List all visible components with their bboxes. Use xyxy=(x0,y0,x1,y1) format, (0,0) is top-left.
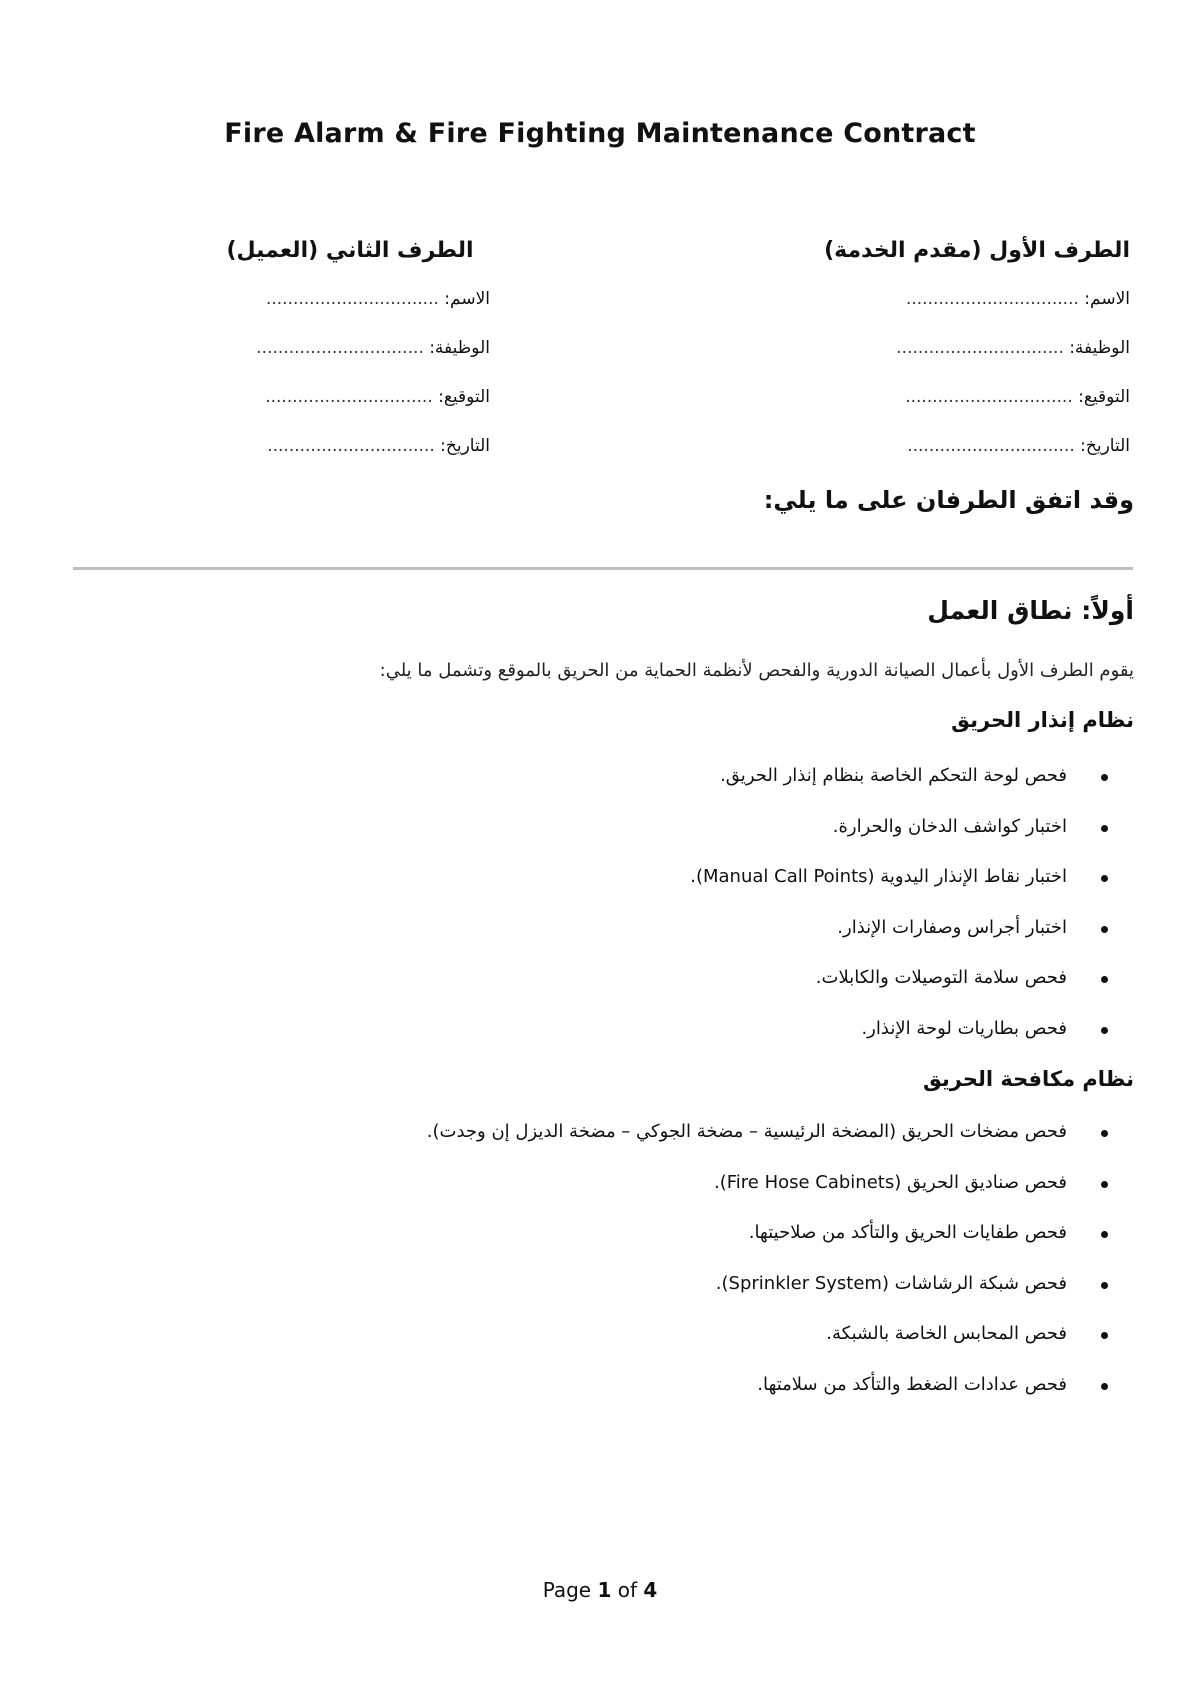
fire-alarm-list xyxy=(690,764,1067,1068)
first-party-date-field xyxy=(800,436,1130,485)
field-label: التاريخ: xyxy=(440,436,490,456)
list-item xyxy=(690,1017,1067,1068)
list-item-text: فحص طفايات الحريق والتأكد من صلاحيتها. xyxy=(748,1222,1067,1244)
first-party-block xyxy=(800,238,1130,485)
scope-of-work-heading: أولاً: نطاق العمل xyxy=(927,596,1134,625)
list-item xyxy=(427,1272,1067,1323)
bullet-icon xyxy=(1101,1027,1108,1034)
field-label: الوظيفة: xyxy=(429,338,490,358)
list-item xyxy=(427,1171,1067,1222)
list-item xyxy=(690,916,1067,967)
list-item-text: اختبار كواشف الدخان والحرارة. xyxy=(832,815,1067,837)
current-page-number: 1 xyxy=(597,1578,612,1602)
list-item-text: فحص سلامة التوصيلات والكابلات. xyxy=(815,967,1067,989)
section-divider xyxy=(73,567,1133,570)
bullet-icon xyxy=(1101,1130,1108,1137)
second-party-signature-field xyxy=(160,387,490,436)
field-dots: ................................ xyxy=(265,289,439,309)
field-label: الاسم: xyxy=(444,289,490,309)
field-dots: ............................... xyxy=(265,387,433,407)
field-dots: ............................... xyxy=(896,338,1064,358)
bullet-icon xyxy=(1101,875,1108,882)
field-dots: ............................... xyxy=(907,436,1075,456)
field-dots: ............................... xyxy=(905,387,1073,407)
field-dots: ................................ xyxy=(905,289,1079,309)
second-party-date-field xyxy=(160,436,490,485)
scope-intro-text: يقوم الطرف الأول بأعمال الصيانة الدورية والفحص لأنظمة الحماية من الحريق بالموقع وتشمل ما يلي: xyxy=(379,660,1134,681)
first-party-name-field xyxy=(800,289,1130,338)
list-item-text: فحص مضخات الحريق (المضخة الرئيسية – مضخة الجوكي – مضخة الديزل إن وجدت). xyxy=(426,1121,1067,1142)
bullet-icon xyxy=(1101,1383,1108,1390)
bullet-icon xyxy=(1101,1181,1108,1188)
bullet-icon xyxy=(1101,1282,1108,1289)
list-item xyxy=(690,865,1067,916)
field-label: الاسم: xyxy=(1084,289,1130,309)
first-party-signature-field xyxy=(800,387,1130,436)
list-item xyxy=(427,1120,1067,1171)
bullet-icon xyxy=(1101,774,1108,781)
agreement-heading: وقد اتفق الطرفان على ما يلي: xyxy=(763,486,1134,514)
list-item xyxy=(427,1221,1067,1272)
page-word: Page xyxy=(542,1578,592,1602)
bullet-icon xyxy=(1101,1231,1108,1238)
list-item-text: فحص لوحة التحكم الخاصة بنظام إنذار الحريق. xyxy=(720,765,1067,786)
document-title: Fire Alarm & Fire Fighting Maintenance Contract xyxy=(224,118,976,149)
field-label: الوظيفة: xyxy=(1069,338,1130,358)
first-party-title: الطرف الأول (مقدم الخدمة) xyxy=(824,238,1130,263)
second-party-name-field xyxy=(160,289,490,338)
list-item xyxy=(690,966,1067,1017)
second-party-job-field xyxy=(160,338,490,387)
field-dots: ............................... xyxy=(267,436,435,456)
list-item xyxy=(427,1373,1067,1424)
page-footer xyxy=(0,1578,1200,1602)
list-item xyxy=(690,764,1067,815)
fire-fighting-list xyxy=(427,1120,1067,1424)
bullet-icon xyxy=(1101,825,1108,832)
list-item xyxy=(427,1322,1067,1373)
list-item-text: فحص صناديق الحريق (Fire Hose Cabinets). xyxy=(713,1171,1067,1193)
field-label: التوقيع: xyxy=(1078,387,1130,407)
fire-fighting-subheading: نظام مكافحة الحريق xyxy=(922,1067,1134,1091)
list-item-text: اختبار نقاط الإنذار اليدوية (Manual Call Points). xyxy=(690,866,1067,888)
first-party-job-field xyxy=(800,338,1130,387)
fire-alarm-subheading: نظام إنذار الحريق xyxy=(951,708,1134,732)
list-item-text: اختبار أجراس وصفارات الإنذار. xyxy=(837,916,1067,938)
of-word: of xyxy=(617,1578,638,1602)
bullet-icon xyxy=(1101,976,1108,983)
list-item xyxy=(690,815,1067,866)
bullet-icon xyxy=(1101,1332,1108,1339)
second-party-title: الطرف الثاني (العميل) xyxy=(226,238,474,263)
field-label: التاريخ: xyxy=(1080,436,1130,456)
field-label: التوقيع: xyxy=(438,387,490,407)
field-dots: ............................... xyxy=(256,338,424,358)
total-pages-number: 4 xyxy=(643,1578,658,1602)
bullet-icon xyxy=(1101,926,1108,933)
list-item-text: فحص المحابس الخاصة بالشبكة. xyxy=(826,1323,1067,1345)
list-item-text: فحص بطاريات لوحة الإنذار. xyxy=(861,1017,1067,1039)
list-item-text: فحص شبكة الرشاشات (Sprinkler System). xyxy=(715,1272,1067,1294)
list-item-text: فحص عدادات الضغط والتأكد من سلامتها. xyxy=(757,1373,1067,1395)
second-party-block xyxy=(160,238,490,485)
